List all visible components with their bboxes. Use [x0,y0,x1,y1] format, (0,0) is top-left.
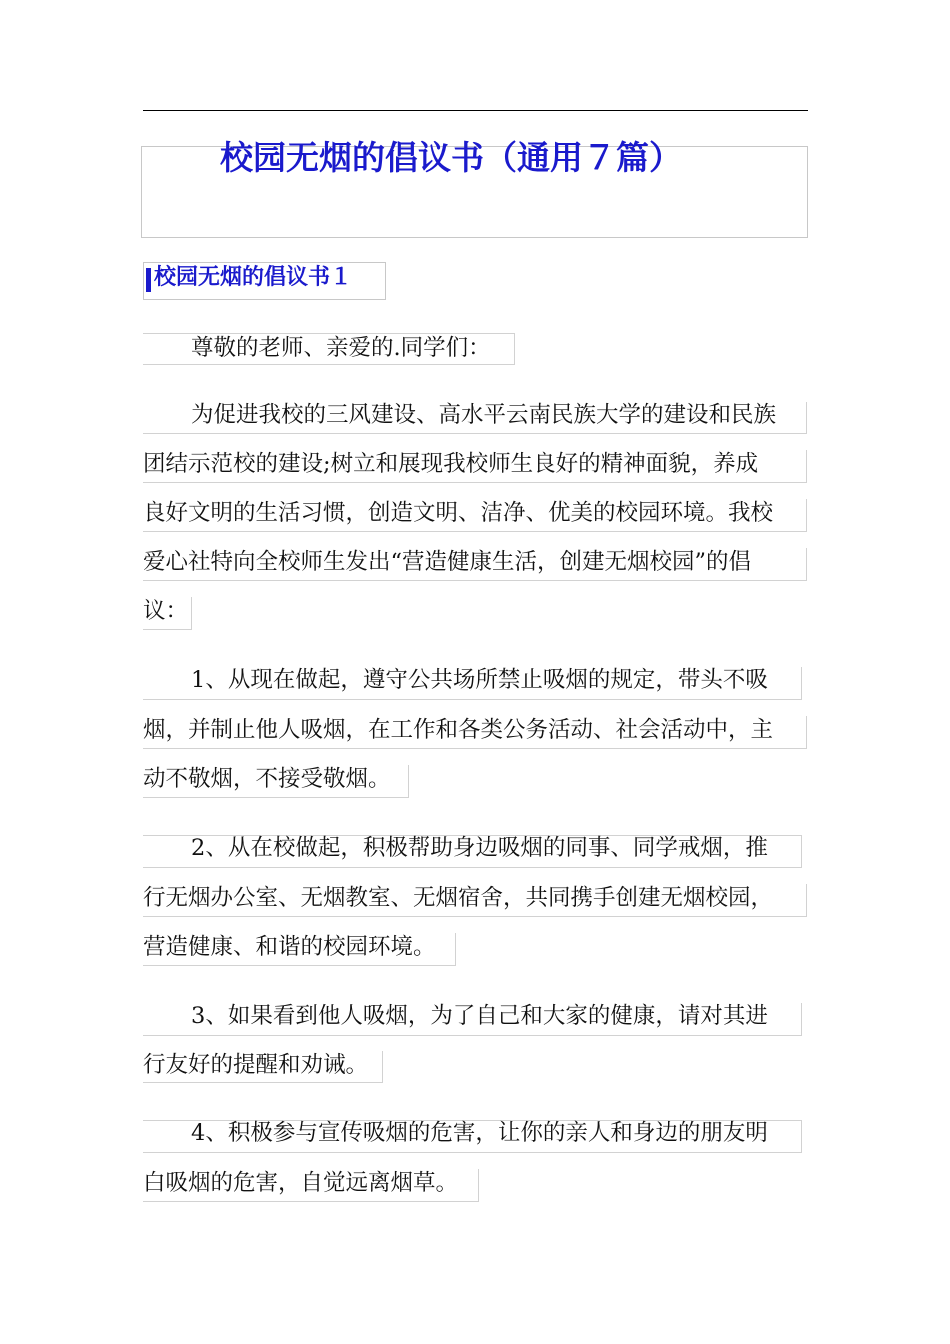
list-item-line: 1、从现在做起，遵守公共场所禁止吸烟的规定，带头不吸 [191,667,768,693]
list-item-line: 行无烟办公室、无烟教室、无烟宿舍，共同携手创建无烟校园， [143,885,774,911]
list-item-line: 烟，并制止他人吸烟，在工作和各类公务活动、社会活动中，主 [143,717,774,743]
list-item-line: 3、如果看到他人吸烟，为了自己和大家的健康，请对其进 [191,1003,768,1029]
paragraph-line: 议： [143,598,189,624]
section-heading: 校园无烟的倡议书１ [154,264,353,290]
header-rule [143,110,808,111]
list-item-line: 行友好的提醒和劝诫。 [143,1052,369,1078]
list-item-line: 营造健康、和谐的校园环境。 [143,934,436,960]
paragraph-line: 良好文明的生活习惯，创造文明、洁净、优美的校园环境。我校 [143,500,774,526]
salutation: 尊敬的老师、亲爱的.同学们： [191,335,491,361]
list-item-line: 白吸烟的危害，自觉远离烟草。 [143,1170,459,1196]
paragraph-line: 团结示范校的建设;树立和展现我校师生良好的精神面貌，养成 [143,451,759,477]
document-title: 校园无烟的倡议书（通用７篇） [220,138,682,177]
list-item-line: 4、积极参与宣传吸烟的危害，让你的亲人和身边的朋友明 [191,1120,768,1146]
list-item-line: 2、从在校做起，积极帮助身边吸烟的同事、同学戒烟，推 [191,835,768,861]
heading-marker [146,268,151,292]
list-item-line: 动不敬烟，不接受敬烟。 [143,766,391,792]
paragraph-line: 爱心社特向全校师生发出“营造健康生活，创建无烟校园”的倡 [143,549,752,575]
paragraph-line: 为促进我校的三风建设、高水平云南民族大学的建设和民族 [191,402,777,428]
